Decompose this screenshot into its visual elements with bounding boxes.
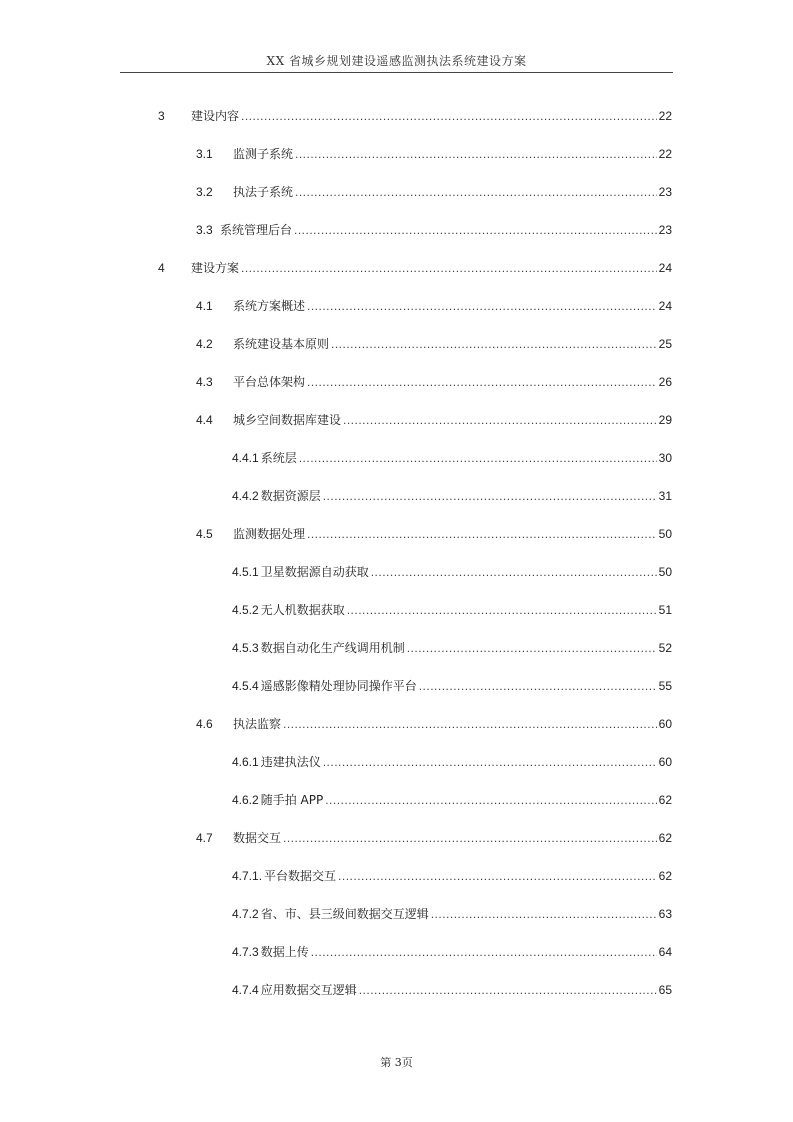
- toc-leader: [325, 791, 656, 809]
- toc-leader: [241, 107, 657, 125]
- toc-entry-4-5-3[interactable]: [232, 639, 672, 657]
- toc-number: 4.7.4: [232, 983, 259, 997]
- toc-number: 4.7.1.: [232, 869, 263, 883]
- header-rule: [120, 72, 673, 73]
- running-header: XX 省城乡规划建设遥感监测执法系统建设方案: [266, 54, 527, 68]
- toc-entry-3-1[interactable]: [196, 145, 672, 163]
- toc-title: 城乡空间数据库建设: [233, 413, 342, 427]
- toc-page: 31: [658, 489, 672, 503]
- toc-title: 数据自动化生产线调用机制: [260, 641, 405, 655]
- toc-title: 建设内容: [191, 109, 240, 123]
- toc-entry-4-7-2[interactable]: [232, 905, 672, 923]
- toc-title: 系统方案概述: [233, 299, 306, 313]
- toc-page: 51: [658, 603, 672, 617]
- toc-page: 22: [658, 109, 672, 123]
- toc-title: 系统层: [260, 451, 297, 465]
- toc-number: 4.5.4: [232, 679, 259, 693]
- toc-page: 22: [658, 147, 672, 161]
- toc-number: 4.4.1: [232, 451, 259, 465]
- toc-entry-4-6[interactable]: [196, 715, 672, 733]
- toc-title: 监测数据处理: [233, 527, 306, 541]
- toc-title: 平台总体架构: [233, 375, 306, 389]
- toc-page: 50: [658, 527, 672, 541]
- toc-number: 4.4.2: [232, 489, 259, 503]
- page-number-footer: 第 3页: [380, 1056, 413, 1069]
- toc-page: 23: [658, 185, 672, 199]
- toc-number: 4: [158, 261, 165, 275]
- toc-leader: [371, 563, 657, 581]
- toc-leader: [407, 639, 657, 657]
- toc-entry-4-6-2[interactable]: [232, 791, 672, 809]
- toc-entry-3[interactable]: [158, 107, 672, 125]
- toc-leader: [347, 601, 657, 619]
- toc-leader: [311, 943, 657, 961]
- toc-entry-4-5-2[interactable]: [232, 601, 672, 619]
- toc-entry-4-7-1[interactable]: [232, 867, 672, 885]
- toc-leader: [323, 753, 657, 771]
- toc-number: 4.5: [196, 527, 213, 541]
- toc-title: 系统建设基本原则: [233, 337, 330, 351]
- toc-leader: [419, 677, 657, 695]
- toc-page: 24: [658, 299, 672, 313]
- toc-page: 50: [658, 565, 672, 579]
- toc-number: 4.2: [196, 337, 213, 351]
- toc-number: 3: [158, 109, 165, 123]
- toc-page: 60: [658, 755, 672, 769]
- toc-title: 数据上传: [260, 945, 309, 959]
- toc-leader: [241, 259, 657, 277]
- toc-entry-4-1[interactable]: [196, 297, 672, 315]
- toc-leader: [295, 183, 657, 201]
- toc-page: 25: [658, 337, 672, 351]
- toc-entry-4-2[interactable]: [196, 335, 672, 353]
- toc-page: 62: [658, 793, 672, 807]
- toc-page: 24: [658, 261, 672, 275]
- toc-title: 建设方案: [191, 261, 240, 275]
- toc-number: 4.7: [196, 831, 213, 845]
- toc-number: 4.4: [196, 413, 213, 427]
- toc-page: 60: [658, 717, 672, 731]
- toc-title: 卫星数据源自动获取: [260, 565, 369, 579]
- toc-page: 62: [658, 831, 672, 845]
- toc-entry-4-5-4[interactable]: [232, 677, 672, 695]
- toc-page: 55: [658, 679, 672, 693]
- toc-title: 数据资源层: [260, 489, 321, 503]
- toc-number: 4.6.1: [232, 755, 259, 769]
- toc-leader: [294, 221, 657, 239]
- toc-page: 29: [658, 413, 672, 427]
- toc-leader: [307, 525, 657, 543]
- toc-entry-4-5-1[interactable]: [232, 563, 672, 581]
- toc-number: 4.6: [196, 717, 213, 731]
- toc-page: 65: [658, 983, 672, 997]
- toc-entry-4-4-2[interactable]: [232, 487, 672, 505]
- toc-title: 执法监察: [233, 717, 282, 731]
- toc-entry-4[interactable]: [158, 259, 672, 277]
- toc-entry-4-7-4[interactable]: [232, 981, 672, 999]
- toc-page: 23: [658, 223, 672, 237]
- toc-page: 26: [658, 375, 672, 389]
- toc-number: 4.5.3: [232, 641, 259, 655]
- toc-entry-3-2[interactable]: [196, 183, 672, 201]
- toc-entry-4-5[interactable]: [196, 525, 672, 543]
- toc-title: 监测子系统: [233, 147, 294, 161]
- toc-title: 系统管理后台: [220, 223, 293, 237]
- toc-title: 平台数据交互: [264, 869, 337, 883]
- toc-entry-4-4-1[interactable]: [232, 449, 672, 467]
- toc-number: 4.7.2: [232, 907, 259, 921]
- toc-leader: [283, 715, 657, 733]
- toc-title: 随手拍 APP: [260, 793, 324, 807]
- toc-number: 4.1: [196, 299, 213, 313]
- toc-leader: [359, 981, 657, 999]
- toc-entry-3-3[interactable]: [196, 221, 672, 239]
- toc-page: 64: [658, 945, 672, 959]
- toc-number: 4.3: [196, 375, 213, 389]
- toc-leader: [283, 829, 657, 847]
- toc-entry-4-3[interactable]: [196, 373, 672, 391]
- toc-page: 62: [658, 869, 672, 883]
- toc-leader: [307, 373, 657, 391]
- toc-page: 63: [658, 907, 672, 921]
- toc-entry-4-7[interactable]: [196, 829, 672, 847]
- toc-leader: [323, 487, 657, 505]
- toc-leader: [431, 905, 657, 923]
- toc-number: 4.7.3: [232, 945, 259, 959]
- toc-title: 省、市、县三级间数据交互逻辑: [260, 907, 429, 921]
- toc-entry-4-6-1[interactable]: [232, 753, 672, 771]
- toc-number: 4.5.2: [232, 603, 259, 617]
- toc-number: 3.1: [196, 147, 213, 161]
- toc-title: 应用数据交互逻辑: [260, 983, 357, 997]
- toc-title: 数据交互: [233, 831, 282, 845]
- toc-page: 52: [658, 641, 672, 655]
- toc-leader: [299, 449, 657, 467]
- toc-title: 无人机数据获取: [260, 603, 345, 617]
- toc-number: 3.2: [196, 185, 213, 199]
- toc-entry-4-4[interactable]: [196, 411, 672, 429]
- toc-leader: [343, 411, 657, 429]
- toc-leader: [295, 145, 657, 163]
- toc-leader: [307, 297, 657, 315]
- toc-number: 4.6.2: [232, 793, 259, 807]
- toc-leader: [338, 867, 657, 885]
- toc-number: 3.3: [196, 223, 213, 237]
- toc-page: 30: [658, 451, 672, 465]
- toc-title: 违建执法仪: [260, 755, 321, 769]
- toc-leader: [331, 335, 657, 353]
- toc-title: 执法子系统: [233, 185, 294, 199]
- toc-entry-4-7-3[interactable]: [232, 943, 672, 961]
- toc-title: 遥感影像精处理协同操作平台: [260, 679, 417, 693]
- toc-number: 4.5.1: [232, 565, 259, 579]
